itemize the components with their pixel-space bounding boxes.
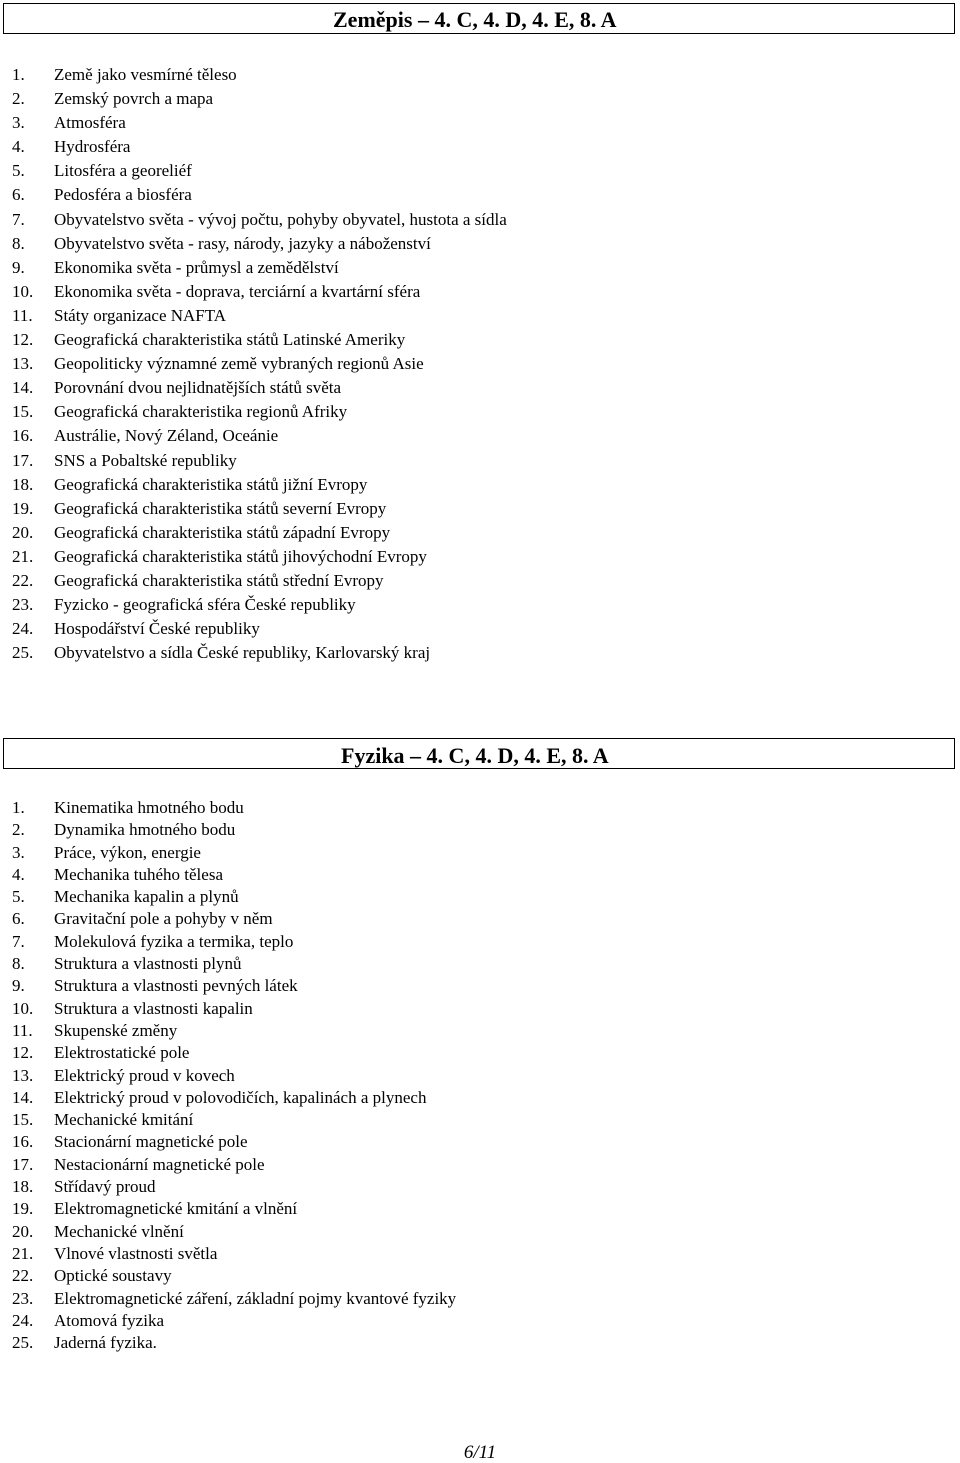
topic-item xyxy=(12,183,507,207)
topic-number: 9. xyxy=(12,257,25,277)
topic-text: Geografická charakteristika států jižní Evropy xyxy=(54,474,368,494)
topic-text: Dynamika hmotného bodu xyxy=(54,820,236,840)
topic-number: 23. xyxy=(12,595,34,615)
topic-text: Obyvatelstvo světa - rasy, národy, jazyky a náboženství xyxy=(54,233,431,253)
topic-text: Elektromagnetické kmitání a vlnění xyxy=(54,1199,298,1219)
topic-text: Elektrostatické pole xyxy=(54,1043,190,1063)
topic-text: Geografická charakteristika států Latinské Ameriky xyxy=(54,330,406,350)
topic-number: 13. xyxy=(12,1065,34,1085)
topic-number: 1. xyxy=(12,798,25,817)
topic-text: Kinematika hmotného bodu xyxy=(54,798,244,817)
topic-item xyxy=(12,1310,456,1332)
topic-text: Gravitační pole a pohyby v něm xyxy=(54,909,273,929)
topic-number: 20. xyxy=(12,522,34,542)
topic-number: 7. xyxy=(12,209,25,229)
topic-text: Struktura a vlastnosti kapalin xyxy=(54,998,253,1018)
topic-text: Obyvatelstvo a sídla České republiky, Karlovarský kraj xyxy=(54,643,431,663)
topic-item xyxy=(12,232,507,256)
topic-number: 21. xyxy=(12,1243,34,1263)
topic-item xyxy=(12,975,456,997)
topic-item xyxy=(12,1243,456,1265)
topic-item xyxy=(12,1042,456,1064)
topic-number: 22. xyxy=(12,1266,34,1286)
topic-item xyxy=(12,641,507,665)
topic-text: Optické soustavy xyxy=(54,1266,172,1286)
topic-item xyxy=(12,908,456,930)
topic-number: 18. xyxy=(12,474,34,494)
topic-item xyxy=(12,352,507,376)
topic-number: 24. xyxy=(12,1310,34,1330)
topic-text: Skupenské změny xyxy=(54,1020,178,1040)
topic-item xyxy=(12,159,507,183)
topic-text: Litosféra a georeliéf xyxy=(54,161,192,181)
topic-text: Porovnání dvou nejlidnatějších států světa xyxy=(54,378,342,398)
topic-text: Vlnové vlastnosti světla xyxy=(54,1243,218,1263)
topic-text: Mechanické kmitání xyxy=(54,1110,194,1130)
topic-item xyxy=(12,819,456,841)
topic-number: 10. xyxy=(12,281,34,301)
topic-item xyxy=(12,256,507,280)
topic-number: 18. xyxy=(12,1177,34,1197)
topic-text: Geografická charakteristika států jihovýchodní Evropy xyxy=(54,546,427,566)
topic-item xyxy=(12,1065,456,1087)
topic-item xyxy=(12,473,507,497)
topic-number: 20. xyxy=(12,1221,34,1241)
topic-item xyxy=(12,521,507,545)
topic-item xyxy=(12,569,507,593)
topic-number: 17. xyxy=(12,450,34,470)
topic-number: 14. xyxy=(12,1087,34,1107)
topic-number: 8. xyxy=(12,954,25,974)
topic-number: 12. xyxy=(12,1043,34,1063)
topic-text: Mechanické vlnění xyxy=(54,1221,184,1241)
topic-number: 12. xyxy=(12,330,34,350)
topic-item xyxy=(12,886,456,908)
topic-number: 6. xyxy=(12,185,25,205)
topic-text: Hospodářství České republiky xyxy=(54,619,260,639)
topic-text: Stacionární magnetické pole xyxy=(54,1132,248,1152)
topic-number: 5. xyxy=(12,161,25,181)
topic-item xyxy=(12,63,507,87)
topic-number: 11. xyxy=(12,305,33,325)
topic-number: 8. xyxy=(12,233,25,253)
topic-number: 6. xyxy=(12,909,25,929)
topic-text: SNS a Pobaltské republiky xyxy=(54,450,237,470)
topic-number: 2. xyxy=(12,820,25,840)
topic-text: Mechanika tuhého tělesa xyxy=(54,864,223,884)
topic-text: Jaderná fyzika. xyxy=(54,1333,157,1353)
topic-text: Molekulová fyzika a termika, teplo xyxy=(54,931,294,951)
topic-number: 24. xyxy=(12,619,34,639)
topic-number: 5. xyxy=(12,887,25,907)
topic-item xyxy=(12,1288,456,1310)
topic-text: Geografická charakteristika regionů Afriky xyxy=(54,402,348,422)
topic-text: Zemský povrch a mapa xyxy=(54,89,214,109)
topic-item xyxy=(12,1198,456,1220)
topic-text: Obyvatelstvo světa - vývoj počtu, pohyby obyvatel, hustota a sídla xyxy=(54,209,507,229)
topic-item xyxy=(12,304,507,328)
topic-text: Země jako vesmírné těleso xyxy=(54,65,237,84)
topic-text: Struktura a vlastnosti pevných látek xyxy=(54,976,298,996)
topic-text: Atmosféra xyxy=(54,113,126,133)
topic-item xyxy=(12,1087,456,1109)
topic-item xyxy=(12,842,456,864)
geography-topic-list xyxy=(12,63,507,665)
topic-number: 15. xyxy=(12,1110,34,1130)
topic-item xyxy=(12,1265,456,1287)
topic-item xyxy=(12,135,507,159)
topic-item xyxy=(12,1109,456,1131)
topic-item xyxy=(12,280,507,304)
topic-number: 13. xyxy=(12,354,34,374)
topic-number: 17. xyxy=(12,1154,34,1174)
topic-item xyxy=(12,87,507,111)
topic-text: Střídavý proud xyxy=(54,1177,156,1197)
topic-text: Ekonomika světa - průmysl a zemědělství xyxy=(54,257,339,277)
topic-number: 16. xyxy=(12,1132,34,1152)
topic-number: 3. xyxy=(12,113,25,133)
topic-item xyxy=(12,953,456,975)
topic-text: Geografická charakteristika států severní Evropy xyxy=(54,498,387,518)
topic-text: Elektrický proud v kovech xyxy=(54,1065,235,1085)
topic-item xyxy=(12,797,456,819)
topic-text: Geografická charakteristika států střední Evropy xyxy=(54,570,384,590)
topic-number: 14. xyxy=(12,378,34,398)
topic-text: Hydrosféra xyxy=(54,137,131,157)
physics-topic-list xyxy=(12,797,456,1354)
topic-number: 15. xyxy=(12,402,34,422)
topic-item xyxy=(12,111,507,135)
topic-number: 11. xyxy=(12,1020,33,1040)
topic-text: Elektrický proud v polovodičích, kapalinách a plynech xyxy=(54,1087,427,1107)
physics-title: Fyzika – 4. C, 4. D, 4. E, 8. A xyxy=(341,743,609,768)
topic-number: 7. xyxy=(12,931,25,951)
topic-item xyxy=(12,208,507,232)
topic-item xyxy=(12,400,507,424)
topic-number: 19. xyxy=(12,498,34,518)
topic-item xyxy=(12,376,507,400)
topic-number: 3. xyxy=(12,842,25,862)
topic-number: 4. xyxy=(12,137,25,157)
topic-item xyxy=(12,1332,456,1354)
topic-item xyxy=(12,545,507,569)
topic-text: Fyzicko - geografická sféra České republiky xyxy=(54,595,356,615)
topic-item xyxy=(12,328,507,352)
topic-text: Mechanika kapalin a plynů xyxy=(54,887,239,907)
topic-number: 4. xyxy=(12,864,25,884)
topic-number: 9. xyxy=(12,976,25,996)
topic-item xyxy=(12,998,456,1020)
topic-text: Elektromagnetické záření, základní pojmy kvantové fyziky xyxy=(54,1288,457,1308)
topic-number: 19. xyxy=(12,1199,34,1219)
topic-item xyxy=(12,1221,456,1243)
geography-title: Zeměpis – 4. C, 4. D, 4. E, 8. A xyxy=(333,7,617,32)
topic-text: Atomová fyzika xyxy=(54,1310,164,1330)
topic-text: Geopoliticky významné země vybraných regionů Asie xyxy=(54,354,424,374)
topic-number: 25. xyxy=(12,1333,34,1353)
topic-text: Nestacionární magnetické pole xyxy=(54,1154,265,1174)
topic-item xyxy=(12,593,507,617)
topic-number: 25. xyxy=(12,643,34,663)
topic-number: 2. xyxy=(12,89,25,109)
topic-text: Státy organizace NAFTA xyxy=(54,305,227,325)
topic-item xyxy=(12,449,507,473)
topic-text: Austrálie, Nový Zéland, Oceánie xyxy=(54,426,279,446)
page-number: 6/11 xyxy=(463,1442,497,1463)
topic-item xyxy=(12,1154,456,1176)
topic-item xyxy=(12,1176,456,1198)
topic-text: Geografická charakteristika států západní Evropy xyxy=(54,522,391,542)
topic-number: 1. xyxy=(12,65,25,84)
topic-text: Struktura a vlastnosti plynů xyxy=(54,954,242,974)
topic-item xyxy=(12,864,456,886)
topic-number: 16. xyxy=(12,426,34,446)
topic-text: Ekonomika světa - doprava, terciární a kvartární sféra xyxy=(54,281,421,301)
topic-text: Pedosféra a biosféra xyxy=(54,185,192,205)
topic-item xyxy=(12,1020,456,1042)
topic-number: 23. xyxy=(12,1288,34,1308)
topic-text: Práce, výkon, energie xyxy=(54,842,201,862)
topic-item xyxy=(12,424,507,448)
topic-number: 21. xyxy=(12,546,34,566)
topic-item xyxy=(12,617,507,641)
topic-number: 10. xyxy=(12,998,34,1018)
topic-item xyxy=(12,497,507,521)
topic-number: 22. xyxy=(12,570,34,590)
topic-item xyxy=(12,931,456,953)
topic-item xyxy=(12,1131,456,1153)
